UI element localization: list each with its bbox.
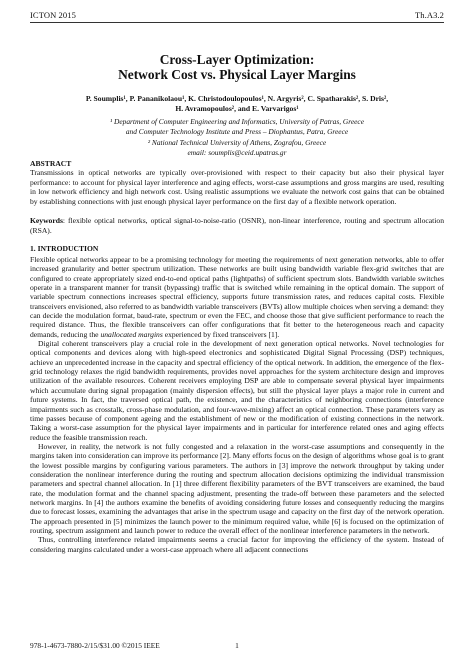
affiliation-line-3: ² National Technical University of Athens, Zografou, Greece <box>147 137 327 147</box>
abstract-text: Transmissions in optical networks are typically over-provisioned with respect to their capacity but also their physical layer performance: to account for physical layer interference and aging effects, worst-case assumptions and gross margins are used, resulting in low network efficiency and high network cost. Using realistic assumptions we evaluate the network cost gains that can be obtained by establishing connections with just enough physical layer performance on the first day of a flexible network operation. <box>30 168 444 206</box>
keywords-label: Keywords <box>30 216 63 225</box>
keywords-text: : flexible optical networks, optical signal-to-noise-ratio (OSNR), non-linear interference, routing and spectrum allocation (RSA). <box>30 216 444 235</box>
paragraph-2: Digital coherent transceivers play a crucial role in the development of next generation optical networks. Novel technologies for optical components and devices along with high-speed electronics and sophisticated Digital Signal Processing (DSP) techniques, achieve an unprecedented increase in the capacity and spectral efficiency of the optical network. In addition, the emergence of the flex-grid technology relaxes the rigid bandwidth requirements, provides novel approaches for the system architecture design and improves utilization of the available resources. Coherent receivers employing DSP are able to compensate several physical layer impairments which accumulate during signal propagation (mainly dispersion effects), but still the physical layer plays a major role in current and future systems. In fact, the traversed optical path, the existence, and the characteristics of neighboring connections (interference impairments such as crosstalk, cross-phase modulation, and four-wave-mixing) affect an optical connection. These parameters vary as time passes because of component ageing and the establishment of new or the modification of existing connections in the network. Taking a worst-case assumption for the physical layer impairments and in particular for interference related ones and aging effects reduce the feasible transmission reach. <box>30 339 444 442</box>
paragraph-1-text-b: experienced by fixed transceivers [1]. <box>162 329 280 339</box>
section-heading: 1. INTRODUCTION <box>30 244 99 253</box>
copyright-notice: 978-1-4673-7880-2/15/$31.00 ©2015 IEEE <box>30 641 160 650</box>
paragraph-1-emphasis: unallocated margins <box>100 329 163 339</box>
title-line-1: Cross-Layer Optimization: <box>159 52 315 67</box>
running-header <box>30 10 444 22</box>
authors-line-1: P. Soumplis¹, P. Pananikolaou¹, K. Christodoulopoulos¹, N. Argyris², C. Spatharakis², S. Dris², <box>85 94 389 103</box>
paragraph-1-text-a: Flexible optical networks appear to be a promising technology for meeting the requirements of next generation networks, able to offer increased granularity and better spectrum utilization. These networks are built using bandwidth variable flex-grid switches that are configured to create appropriately sized end-to-end optical paths (lightpaths) of sufficient spectrum slots. Bandwidth variable switches operate in a transparent manner for transit (bypassing) traffic that is switched while remaining in the optical domain. The support of variable spectrum connections increases spectral efficiency, supports future transmission rates, and reduces capital costs. Flexible transceivers envisioned, also referred to as bandwidth variable transceivers (BVTs) allow multiple choices when serving a demand: they can decide the modulation format, baud-rate, spectrum or even the FEC, and choose those that give sufficient performance to reach the required distance. Thus, the flexible transceivers can offer configurations that fit better to the heterogeneous reach and capacity demands, reducing the <box>30 255 444 339</box>
conference-label: ICTON 2015 <box>30 10 76 20</box>
affiliation-line-2: and Computer Technology Institute and Press – Diophantus, Patra, Greece <box>125 127 349 137</box>
contact-email: email: soumplis@ceid.upatras.gr <box>187 147 287 157</box>
section-body <box>30 255 444 554</box>
author-list <box>46 94 428 114</box>
abstract-heading: ABSTRACT <box>30 159 72 168</box>
paper-title <box>30 52 444 82</box>
paper-code: Th.A3.2 <box>414 10 444 20</box>
page-number: 1 <box>235 641 239 650</box>
paragraph-3: However, in reality, the network is not fully congested and a relaxation in the worst-case assumptions and consequently in the margins taken into consideration can improve its performance [2]. Many efforts focus on the design of algorithms whose goal is to grant the lowest possible margins by configuring various parameters. The authors in [3] improve the network throughput by taking under consideration the nonlinear interference during the routing and spectrum allocation decisions optimizing the individual transmission parameters and spectral channel allocation. In [1] three different flexibility parameters of the BVT transceivers are examined, the baud rate, the modulation format and the channel spacing adjustment, presenting the trade-off between these parameters and the selected network margins. In [4] the authors examine the benefits of avoiding considering future losses and consequently reducing the margins due to forecast losses, examining the advantages that arise in the spectrum usage and capacity on the first day of the network operation. The approach presented in [5] minimizes the launch power to the minimum required value, while [6] is focused on the optimization of routing, spectrum assignment and launch power to reduce the overall effect of the nonlinear interference parameters in the network. <box>30 441 444 535</box>
header-rule <box>30 22 444 23</box>
affiliation-line-1: ¹ Department of Computer Engineering and Informatics, University of Patras, Greece <box>109 117 364 126</box>
affiliations <box>40 117 434 158</box>
authors-line-2: H. Avramopoulos², and E. Varvarigos¹ <box>175 104 299 113</box>
paragraph-4: Thus, controlling interference related impairments seems a crucial factor for improving the efficiency of the system. Instead of considering margins calculated under a worst-case approach where all adjacent connections <box>30 535 444 554</box>
keywords <box>30 216 444 235</box>
paragraph-1 <box>30 255 444 339</box>
title-line-2: Network Cost vs. Physical Layer Margins <box>118 67 356 82</box>
